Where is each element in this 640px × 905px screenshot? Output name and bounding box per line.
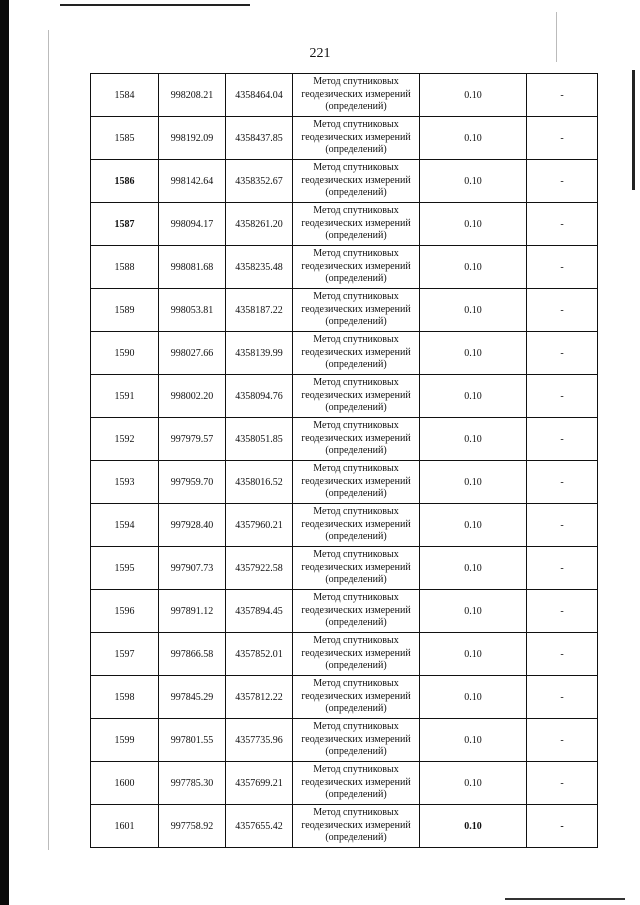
method-line: Метод спутниковых (313, 678, 399, 690)
table-row (91, 289, 598, 332)
x-coordinate-cell: 998192.09 (159, 117, 226, 160)
method-cell (293, 289, 420, 332)
method-line: Метод спутниковых (313, 463, 399, 475)
method-line: (определений) (325, 488, 387, 500)
method-line: (определений) (325, 660, 387, 672)
x-coordinate-cell: 998002.20 (159, 375, 226, 418)
method-cell (293, 676, 420, 719)
point-id-cell: 1587 (91, 203, 159, 246)
method-line: Метод спутниковых (313, 635, 399, 647)
method-line: геодезических измерений (301, 432, 411, 444)
method-line: Метод спутниковых (313, 205, 399, 217)
method-line: геодезических измерений (301, 303, 411, 315)
point-id-cell: 1597 (91, 633, 159, 676)
x-coordinate-cell: 997928.40 (159, 504, 226, 547)
method-line: Метод спутниковых (313, 549, 399, 561)
point-id-cell: 1586 (91, 160, 159, 203)
accuracy-cell: 0.10 (420, 547, 527, 590)
note-cell: - (527, 633, 598, 676)
point-id-cell: 1590 (91, 332, 159, 375)
method-line: геодезических измерений (301, 518, 411, 530)
method-line: геодезических измерений (301, 475, 411, 487)
accuracy-cell: 0.10 (420, 719, 527, 762)
method-line: геодезических измерений (301, 776, 411, 788)
method-line: Метод спутниковых (313, 377, 399, 389)
method-line: Метод спутниковых (313, 291, 399, 303)
table-row (91, 74, 598, 117)
method-line: (определений) (325, 144, 387, 156)
method-cell (293, 504, 420, 547)
method-line: геодезических измерений (301, 389, 411, 401)
point-id-cell: 1598 (91, 676, 159, 719)
accuracy-cell: 0.10 (420, 160, 527, 203)
method-line: геодезических измерений (301, 604, 411, 616)
note-cell: - (527, 246, 598, 289)
table-row (91, 719, 598, 762)
method-line: Метод спутниковых (313, 764, 399, 776)
accuracy-cell: 0.10 (420, 289, 527, 332)
method-line: геодезических измерений (301, 346, 411, 358)
point-id-cell: 1585 (91, 117, 159, 160)
method-line: (определений) (325, 574, 387, 586)
x-coordinate-cell: 998094.17 (159, 203, 226, 246)
table-row (91, 160, 598, 203)
note-cell: - (527, 74, 598, 117)
method-line: Метод спутниковых (313, 248, 399, 260)
method-line: (определений) (325, 273, 387, 285)
note-cell: - (527, 762, 598, 805)
note-cell: - (527, 590, 598, 633)
method-line: Метод спутниковых (313, 119, 399, 131)
table-row (91, 676, 598, 719)
accuracy-cell: 0.10 (420, 805, 527, 848)
scan-artifact-bottom-line (505, 898, 625, 900)
method-line: (определений) (325, 359, 387, 371)
method-line: геодезических измерений (301, 217, 411, 229)
scan-artifact-faint-line (48, 30, 49, 850)
method-line: (определений) (325, 832, 387, 844)
method-cell (293, 117, 420, 160)
method-cell (293, 719, 420, 762)
method-line: Метод спутниковых (313, 506, 399, 518)
method-line: (определений) (325, 789, 387, 801)
method-line: Метод спутниковых (313, 334, 399, 346)
method-cell (293, 461, 420, 504)
accuracy-cell: 0.10 (420, 676, 527, 719)
point-id-cell: 1600 (91, 762, 159, 805)
y-coordinate-cell: 4358352.67 (226, 160, 293, 203)
accuracy-cell: 0.10 (420, 590, 527, 633)
x-coordinate-cell: 997845.29 (159, 676, 226, 719)
accuracy-cell: 0.10 (420, 418, 527, 461)
x-coordinate-cell: 997801.55 (159, 719, 226, 762)
point-id-cell: 1601 (91, 805, 159, 848)
y-coordinate-cell: 4358051.85 (226, 418, 293, 461)
x-coordinate-cell: 997959.70 (159, 461, 226, 504)
note-cell: - (527, 117, 598, 160)
x-coordinate-cell: 997866.58 (159, 633, 226, 676)
method-cell (293, 375, 420, 418)
y-coordinate-cell: 4357655.42 (226, 805, 293, 848)
method-cell (293, 74, 420, 117)
point-id-cell: 1593 (91, 461, 159, 504)
method-line: (определений) (325, 617, 387, 629)
method-cell (293, 805, 420, 848)
y-coordinate-cell: 4358437.85 (226, 117, 293, 160)
y-coordinate-cell: 4357852.01 (226, 633, 293, 676)
method-line: геодезических измерений (301, 131, 411, 143)
point-id-cell: 1592 (91, 418, 159, 461)
method-line: (определений) (325, 187, 387, 199)
method-cell (293, 418, 420, 461)
y-coordinate-cell: 4358094.76 (226, 375, 293, 418)
method-line: (определений) (325, 230, 387, 242)
method-line: геодезических измерений (301, 561, 411, 573)
y-coordinate-cell: 4357922.58 (226, 547, 293, 590)
note-cell: - (527, 504, 598, 547)
point-id-cell: 1595 (91, 547, 159, 590)
accuracy-cell: 0.10 (420, 203, 527, 246)
note-cell: - (527, 805, 598, 848)
method-cell (293, 203, 420, 246)
table-row (91, 418, 598, 461)
x-coordinate-cell: 997785.30 (159, 762, 226, 805)
note-cell: - (527, 719, 598, 762)
y-coordinate-cell: 4358235.48 (226, 246, 293, 289)
method-line: Метод спутниковых (313, 592, 399, 604)
method-cell (293, 590, 420, 633)
scan-edge-shadow (0, 0, 9, 905)
table-row (91, 375, 598, 418)
x-coordinate-cell: 997979.57 (159, 418, 226, 461)
table-row (91, 461, 598, 504)
y-coordinate-cell: 4357735.96 (226, 719, 293, 762)
method-line: (определений) (325, 746, 387, 758)
x-coordinate-cell: 998027.66 (159, 332, 226, 375)
accuracy-cell: 0.10 (420, 504, 527, 547)
table-row (91, 504, 598, 547)
accuracy-cell: 0.10 (420, 117, 527, 160)
method-line: геодезических измерений (301, 733, 411, 745)
table-row (91, 590, 598, 633)
method-cell (293, 633, 420, 676)
method-line: (определений) (325, 531, 387, 543)
accuracy-cell: 0.10 (420, 74, 527, 117)
accuracy-cell: 0.10 (420, 461, 527, 504)
accuracy-cell: 0.10 (420, 633, 527, 676)
method-cell (293, 762, 420, 805)
y-coordinate-cell: 4358261.20 (226, 203, 293, 246)
accuracy-cell: 0.10 (420, 375, 527, 418)
page-number: 221 (309, 46, 331, 61)
coordinates-table (90, 73, 598, 848)
method-line: геодезических измерений (301, 647, 411, 659)
accuracy-cell: 0.10 (420, 246, 527, 289)
note-cell: - (527, 160, 598, 203)
method-line: геодезических измерений (301, 88, 411, 100)
y-coordinate-cell: 4358464.04 (226, 74, 293, 117)
method-line: геодезических измерений (301, 260, 411, 272)
method-line: геодезических измерений (301, 819, 411, 831)
method-line: Метод спутниковых (313, 420, 399, 432)
method-cell (293, 246, 420, 289)
y-coordinate-cell: 4357894.45 (226, 590, 293, 633)
method-line: (определений) (325, 445, 387, 457)
note-cell: - (527, 375, 598, 418)
method-line: геодезических измерений (301, 174, 411, 186)
note-cell: - (527, 461, 598, 504)
x-coordinate-cell: 997891.12 (159, 590, 226, 633)
note-cell: - (527, 418, 598, 461)
method-line: Метод спутниковых (313, 721, 399, 733)
y-coordinate-cell: 4358139.99 (226, 332, 293, 375)
x-coordinate-cell: 997758.92 (159, 805, 226, 848)
note-cell: - (527, 547, 598, 590)
method-line: (определений) (325, 316, 387, 328)
note-cell: - (527, 332, 598, 375)
table-row (91, 246, 598, 289)
table-row (91, 203, 598, 246)
y-coordinate-cell: 4358016.52 (226, 461, 293, 504)
scan-artifact-right-mark (632, 70, 635, 190)
point-id-cell: 1599 (91, 719, 159, 762)
point-id-cell: 1588 (91, 246, 159, 289)
y-coordinate-cell: 4357960.21 (226, 504, 293, 547)
method-line: (определений) (325, 402, 387, 414)
y-coordinate-cell: 4357699.21 (226, 762, 293, 805)
x-coordinate-cell: 998142.64 (159, 160, 226, 203)
method-line: Метод спутниковых (313, 807, 399, 819)
method-line: Метод спутниковых (313, 76, 399, 88)
point-id-cell: 1591 (91, 375, 159, 418)
method-cell (293, 547, 420, 590)
y-coordinate-cell: 4358187.22 (226, 289, 293, 332)
method-line: Метод спутниковых (313, 162, 399, 174)
accuracy-cell: 0.10 (420, 762, 527, 805)
method-line: геодезических измерений (301, 690, 411, 702)
table-body (91, 74, 598, 848)
method-line: (определений) (325, 101, 387, 113)
table-row (91, 762, 598, 805)
note-cell: - (527, 289, 598, 332)
x-coordinate-cell: 998081.68 (159, 246, 226, 289)
table-row (91, 332, 598, 375)
method-line: (определений) (325, 703, 387, 715)
point-id-cell: 1584 (91, 74, 159, 117)
note-cell: - (527, 203, 598, 246)
method-cell (293, 160, 420, 203)
point-id-cell: 1596 (91, 590, 159, 633)
table-row (91, 117, 598, 160)
scan-artifact-top-line (60, 4, 250, 6)
table-row (91, 805, 598, 848)
table-row (91, 547, 598, 590)
accuracy-cell: 0.10 (420, 332, 527, 375)
table-row (91, 633, 598, 676)
x-coordinate-cell: 997907.73 (159, 547, 226, 590)
x-coordinate-cell: 998053.81 (159, 289, 226, 332)
x-coordinate-cell: 998208.21 (159, 74, 226, 117)
point-id-cell: 1589 (91, 289, 159, 332)
y-coordinate-cell: 4357812.22 (226, 676, 293, 719)
note-cell: - (527, 676, 598, 719)
method-cell (293, 332, 420, 375)
point-id-cell: 1594 (91, 504, 159, 547)
